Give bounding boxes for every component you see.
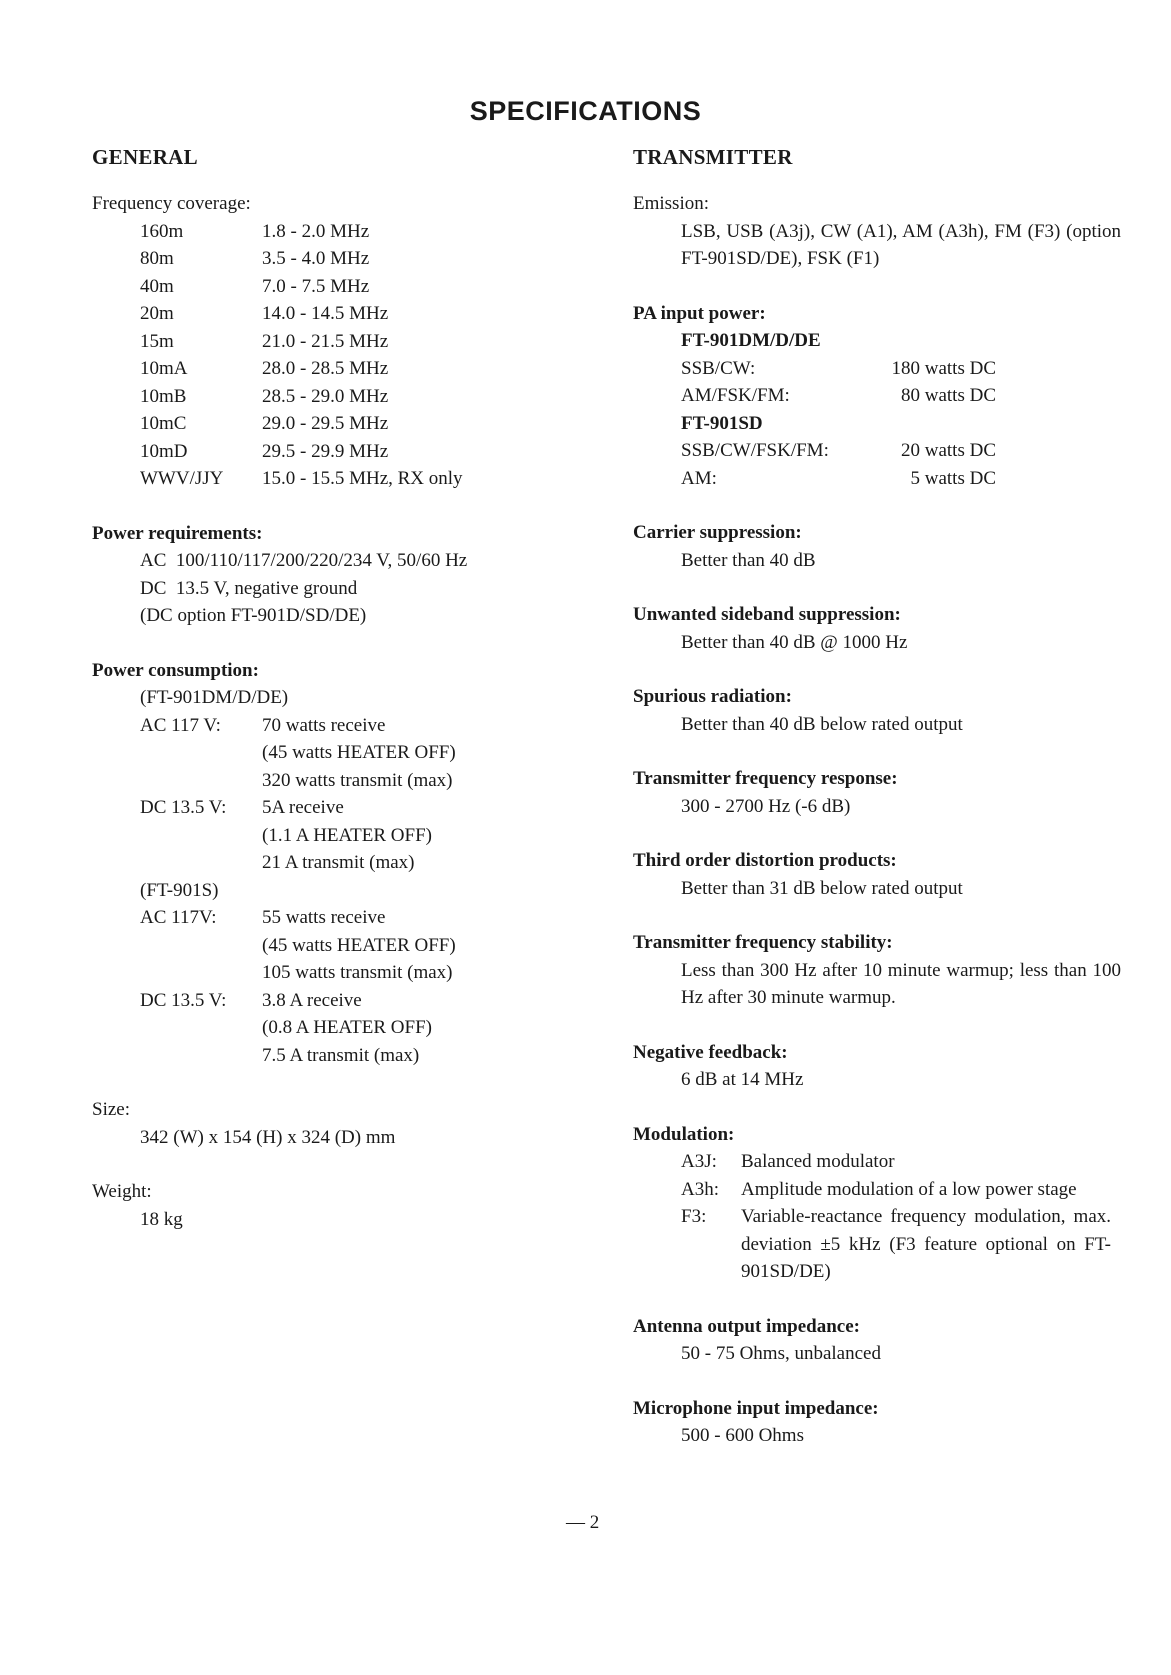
pa-power: 80 watts DC <box>901 385 996 406</box>
consumption-row <box>92 904 612 932</box>
power-req-line: AC 100/110/117/200/220/234 V, 50/60 Hz <box>140 550 468 571</box>
frequency-response-label: Transmitter frequency response: <box>633 768 898 789</box>
supply-label: AC 117V: <box>140 907 217 928</box>
pa-power: 20 watts DC <box>901 440 996 461</box>
modulation-row <box>633 1176 1143 1204</box>
sideband-suppression-label: Unwanted sideband suppression: <box>633 604 901 625</box>
range: 28.0 - 28.5 MHz <box>262 358 389 379</box>
consumption-value: 7.5 A transmit (max) <box>262 1044 420 1066</box>
weight-label: Weight: <box>92 1181 152 1202</box>
band: 10mD <box>140 440 188 462</box>
sideband-suppression-value: Better than 40 dB @ 1000 Hz <box>681 631 908 653</box>
frequency-response-value: 300 - 2700 Hz (-6 dB) <box>681 795 851 817</box>
consumption-row <box>92 987 612 1015</box>
power-consumption-label: Power consumption: <box>92 659 259 681</box>
weight-value: 18 kg <box>140 1208 183 1230</box>
range: 7.0 - 7.5 MHz <box>262 275 370 297</box>
pa-mode: AM: <box>681 467 717 489</box>
power-requirements-label: Power requirements: <box>92 522 263 544</box>
freq-row <box>92 438 612 466</box>
consumption-value: (1.1 A HEATER OFF) <box>262 824 432 846</box>
range: 29.0 - 29.5 MHz <box>262 413 389 434</box>
range: 3.5 - 4.0 MHz <box>262 248 370 269</box>
carrier-suppression-label: Carrier suppression: <box>633 522 802 543</box>
microphone-impedance-value: 500 - 600 Ohms <box>681 1425 804 1446</box>
consumption-value: 70 watts receive <box>262 714 386 736</box>
microphone-impedance-label: Microphone input impedance: <box>633 1397 879 1419</box>
transmitter-heading: TRANSMITTER <box>633 145 793 169</box>
frequency-table <box>92 218 612 493</box>
size-label: Size: <box>92 1099 130 1120</box>
freq-row <box>92 218 612 246</box>
freq-row <box>92 328 612 356</box>
consumption-row <box>92 822 612 850</box>
consumption-value: (45 watts HEATER OFF) <box>262 934 456 956</box>
band: 160m <box>140 220 184 242</box>
pa-mode: AM/FSK/FM: <box>681 385 790 406</box>
range: 15.0 - 15.5 MHz, RX only <box>262 468 463 489</box>
consumption-row <box>92 767 612 795</box>
third-order-distortion-label: Third order distortion products: <box>633 850 897 871</box>
consumption-row <box>92 849 612 877</box>
size-value: 342 (W) x 154 (H) x 324 (D) mm <box>140 1126 396 1148</box>
pa-row <box>633 437 1143 465</box>
band: 10mA <box>140 358 188 379</box>
freq-row <box>92 465 612 493</box>
model-group: (FT-901DM/D/DE) <box>140 687 289 708</box>
range: 21.0 - 21.5 MHz <box>262 330 389 352</box>
modulation-label: Modulation: <box>633 1123 735 1145</box>
band: 10mB <box>140 385 187 407</box>
band: WWV/JJY <box>140 468 224 489</box>
consumption-row <box>92 1042 612 1070</box>
pa-row <box>633 382 1143 410</box>
pa-mode: SSB/CW: <box>681 357 756 379</box>
power-req-line: DC 13.5 V, negative ground <box>140 577 358 599</box>
freq-row <box>92 300 612 328</box>
modulation-desc: Variable-reactance frequency modulation, max. deviation ±5 kHz (F3 feature optional on FT-901SD/DE) <box>741 1206 1111 1282</box>
pa-row <box>633 465 1143 493</box>
pa-power: 5 watts DC <box>910 467 996 489</box>
consumption-row <box>92 739 612 767</box>
pa-power: 180 watts DC <box>891 357 996 379</box>
range: 1.8 - 2.0 MHz <box>262 220 370 242</box>
freq-row <box>92 245 612 273</box>
spurious-radiation-value: Better than 40 dB below rated output <box>681 713 963 735</box>
pa-row <box>633 355 1143 383</box>
page-number: — 2 <box>566 1512 600 1533</box>
modulation-desc: Balanced modulator <box>741 1151 895 1172</box>
page-title: SPECIFICATIONS <box>469 96 702 126</box>
range: 14.0 - 14.5 MHz <box>262 303 389 324</box>
modulation-type: A3h: <box>681 1178 719 1200</box>
frequency-coverage-label: Frequency coverage: <box>92 193 251 214</box>
antenna-impedance-value: 50 - 75 Ohms, unbalanced <box>681 1343 881 1364</box>
supply-label: DC 13.5 V: <box>140 989 227 1011</box>
pa-model: FT-901SD <box>681 412 763 434</box>
consumption-value: 21 A transmit (max) <box>262 852 415 873</box>
model-group: (FT-901S) <box>140 879 219 901</box>
consumption-value: (45 watts HEATER OFF) <box>262 742 456 763</box>
consumption-value: 105 watts transmit (max) <box>262 962 453 983</box>
freq-row <box>92 383 612 411</box>
emission-label: Emission: <box>633 193 710 214</box>
consumption-row <box>92 712 612 740</box>
consumption-row <box>92 794 612 822</box>
consumption-value: 3.8 A receive <box>262 989 362 1011</box>
consumption-row <box>92 959 612 987</box>
pa-input-label: PA input power: <box>633 302 766 324</box>
freq-row <box>92 273 612 301</box>
pa-model: FT-901DM/D/DE <box>681 330 821 351</box>
consumption-value: (0.8 A HEATER OFF) <box>262 1017 432 1038</box>
range: 28.5 - 29.0 MHz <box>262 385 389 407</box>
band: 20m <box>140 303 174 324</box>
frequency-stability-label: Transmitter frequency stability: <box>633 932 893 953</box>
third-order-distortion-value: Better than 31 dB below rated output <box>681 877 963 899</box>
spurious-radiation-label: Spurious radiation: <box>633 686 792 707</box>
power-req-line: (DC option FT-901D/SD/DE) <box>140 605 367 626</box>
freq-row <box>92 355 612 383</box>
carrier-suppression-value: Better than 40 dB <box>681 549 816 571</box>
range: 29.5 - 29.9 MHz <box>262 440 389 462</box>
consumption-row <box>92 1014 612 1042</box>
negative-feedback-label: Negative feedback: <box>633 1041 788 1063</box>
band: 10mC <box>140 413 187 434</box>
pa-mode: SSB/CW/FSK/FM: <box>681 440 829 461</box>
consumption-value: 55 watts receive <box>262 907 386 928</box>
band: 40m <box>140 275 174 297</box>
frequency-stability-value: Less than 300 Hz after 10 minute warmup; less than 100 Hz after 30 minute warmup. <box>681 959 1121 1008</box>
freq-row <box>92 410 612 438</box>
consumption-row <box>92 932 612 960</box>
consumption-value: 320 watts transmit (max) <box>262 769 453 791</box>
modulation-row <box>633 1148 1143 1176</box>
modulation-row <box>633 1203 1143 1286</box>
general-heading: GENERAL <box>92 145 198 169</box>
modulation-type: F3: <box>681 1206 707 1227</box>
general-column <box>92 145 612 1233</box>
emission-value: LSB, USB (A3j), CW (A1), AM (A3h), FM (F3) (option FT-901SD/DE), FSK (F1) <box>681 220 1121 269</box>
negative-feedback-value: 6 dB at 14 MHz <box>681 1069 804 1090</box>
antenna-impedance-label: Antenna output impedance: <box>633 1315 860 1337</box>
band: 80m <box>140 248 174 269</box>
transmitter-column <box>633 145 1143 1450</box>
supply-label: DC 13.5 V: <box>140 797 227 818</box>
supply-label: AC 117 V: <box>140 714 221 736</box>
band: 15m <box>140 330 174 352</box>
consumption-value: 5A receive <box>262 797 344 818</box>
modulation-type: A3J: <box>681 1151 717 1172</box>
modulation-desc: Amplitude modulation of a low power stage <box>741 1178 1077 1200</box>
